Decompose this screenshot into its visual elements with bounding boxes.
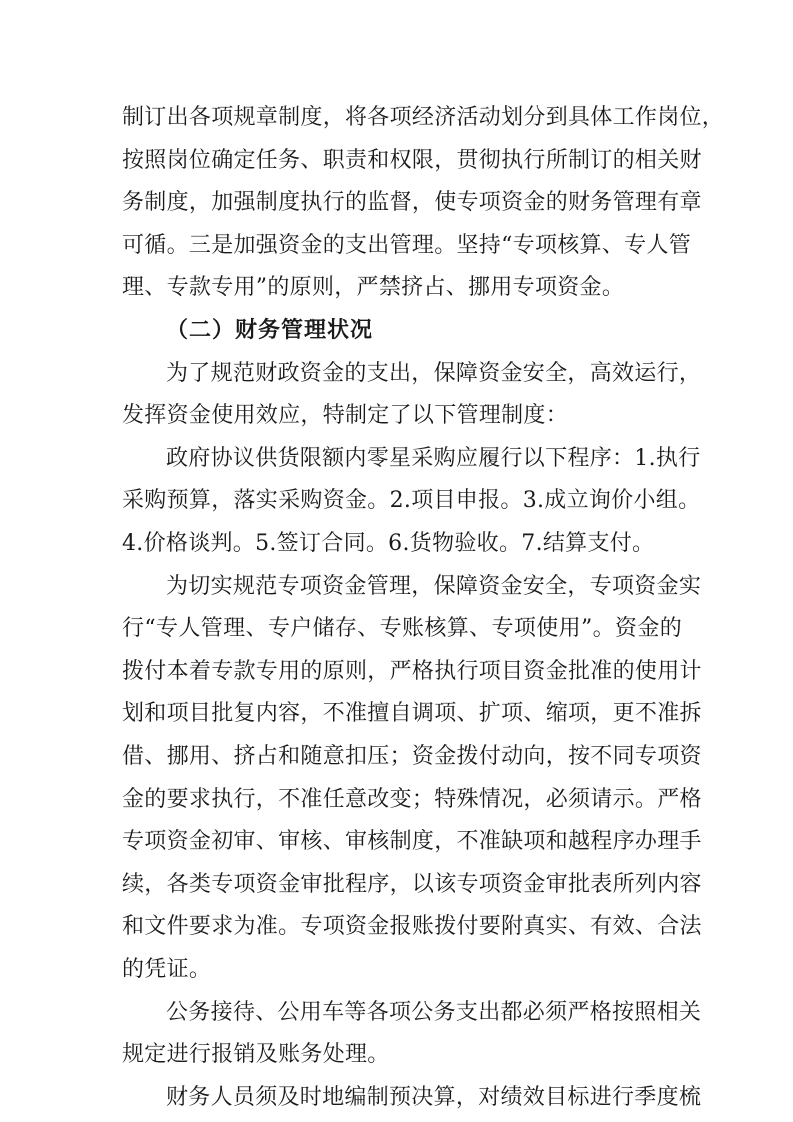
text-line: 划和项目批复内容，不准擅自调项、扩项、缩项，更不准拆 [122,701,702,726]
text-line: 政府协议供货限额内零星采购应履行以下程序：1.执行 [166,446,701,471]
text-line: 可循。三是加强资金的支出管理。坚持“专项核算、专人管 [122,233,692,258]
text-line: 理、专款专用”的原则，严禁挤占、挪用专项资金。 [122,275,625,300]
text-line: 借、挪用、挤占和随意扣压；资金拨付动向，按不同专项资 [122,744,702,769]
text-line: 规定进行报销及账务处理。 [122,1042,390,1067]
text-line: 和文件要求为准。专项资金报账拨付要附真实、有效、合法 [122,914,702,939]
section-heading: （二）财务管理状况 [166,318,374,343]
text-line: 专项资金初审、审核、审核制度，不准缺项和越程序办理手 [122,829,702,854]
text-line: 制订出各项规章制度，将各项经济活动划分到具体工作岗位， [122,105,725,130]
text-line: 为了规范财政资金的支出，保障资金安全，高效运行， [166,361,702,386]
text-line: 公务接待、公用车等各项公务支出都必须严格按照相关 [166,1000,702,1025]
text-line: 金的要求执行，不准任意改变；特殊情况，必须请示。严格 [122,787,702,812]
text-line: 续，各类专项资金审批程序，以该专项资金审批表所列内容 [122,872,702,897]
text-line: 务制度，加强制度执行的监督，使专项资金的财务管理有章 [122,190,702,215]
text-line: 4.价格谈判。5.签订合同。6.货物验收。7.结算支付。 [122,531,655,556]
text-line: 拨付本着专款专用的原则，严格执行项目资金批准的使用计 [122,659,702,684]
text-line: 为切实规范专项资金管理，保障资金安全，专项资金实 [166,574,702,599]
text-line: 采购预算，落实采购资金。2.项目申报。3.成立询价小组。 [122,488,701,513]
text-line: 财务人员须及时地编制预决算，对绩效目标进行季度梳 [166,1085,702,1110]
text-line: 发挥资金使用效应，特制定了以下管理制度： [122,403,569,428]
text-line: 的凭证。 [122,957,212,982]
text-line: 按照岗位确定任务、职责和权限，贯彻执行所制订的相关财 [122,148,702,173]
text-line: 行“专人管理、专户储存、专账核算、专项使用”。资金的 [122,616,682,641]
